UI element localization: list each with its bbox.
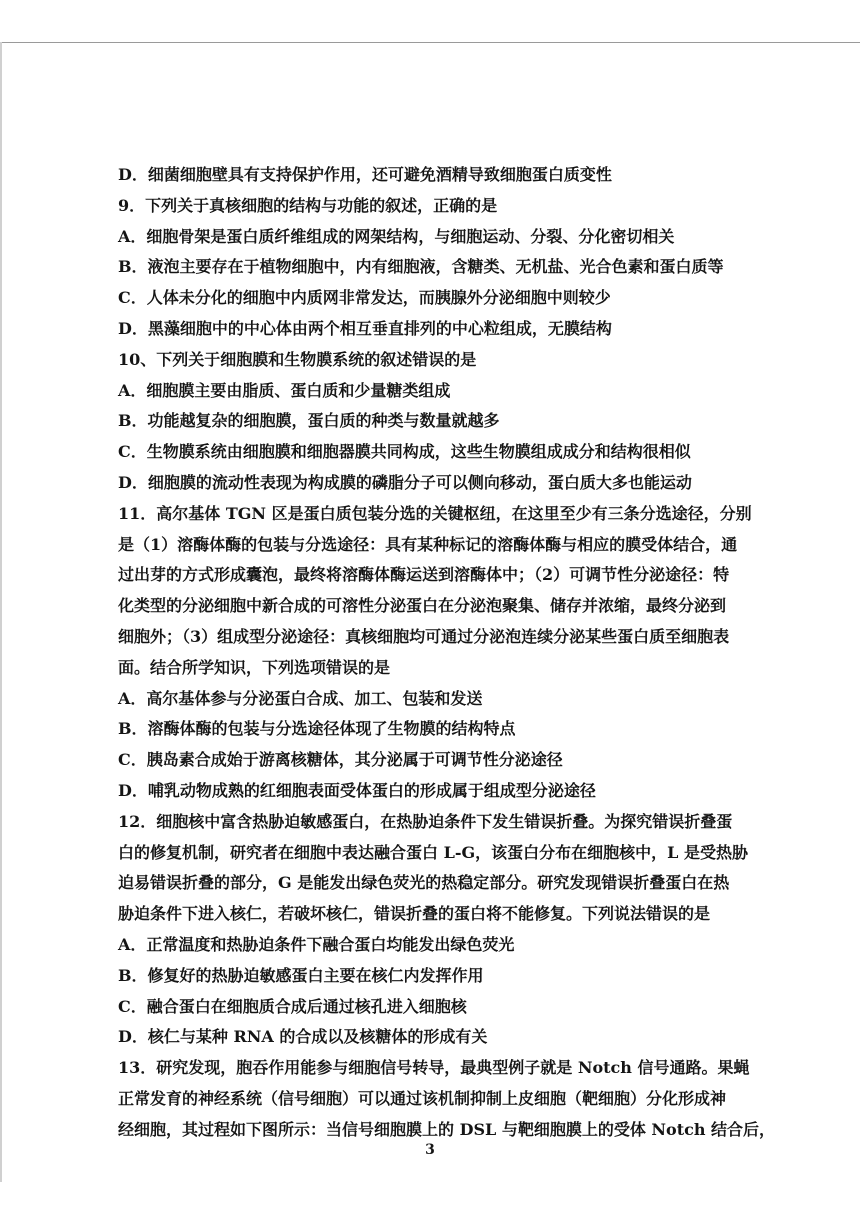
q10-option-c: C．生物膜系统由细胞膜和细胞器膜共同构成，这些生物膜组成成分和结构很相似 — [118, 442, 691, 462]
question-10-stem: 10、下列关于细胞膜和生物膜系统的叙述错误的是 — [118, 349, 477, 369]
q11-option-a: A．高尔基体参与分泌蛋白合成、加工、包装和发送 — [118, 688, 483, 708]
question-12-stem: 胁迫条件下进入核仁，若破坏核仁，错误折叠的蛋白将不能修复。下列说法错误的是 — [118, 904, 711, 924]
question-12-stem: 12．细胞核中富含热胁迫敏感蛋白，在热胁迫条件下发生错误折叠。为探究错误折叠蛋 — [118, 811, 733, 831]
question-11-stem: 是（1）溶酶体酶的包装与分选途径：具有某种标记的溶酶体酶与相应的膜受体结合，通 — [118, 534, 738, 554]
q12-option-d: D．核仁与某种 RNA 的合成以及核糖体的形成有关 — [118, 1027, 488, 1047]
question-13-stem: 13．研究发现，胞吞作用能参与细胞信号转导，最典型例子就是 Notch 信号通路。果蝇 — [118, 1058, 750, 1078]
question-13-stem: 经细胞，其过程如下图所示：当信号细胞膜上的 DSL 与靶细胞膜上的受体 Notch 结合后， — [118, 1119, 776, 1139]
question-13-stem: 正常发育的神经系统（信号细胞）可以通过该机制抑制上皮细胞（靶细胞）分化形成神 — [118, 1088, 727, 1108]
page-left-edge — [0, 42, 2, 1182]
q12-option-b: B．修复好的热胁迫敏感蛋白主要在核仁内发挥作用 — [118, 965, 484, 985]
page-number: 3 — [425, 1142, 435, 1158]
q9-option-d: D．黑藻细胞中的中心体由两个相互垂直排列的中心粒组成，无膜结构 — [118, 318, 612, 338]
question-11-stem: 面。结合所学知识，下列选项错误的是 — [118, 657, 391, 677]
q9-option-b: B．液泡主要存在于植物细胞中，内有细胞液，含糖类、无机盐、光合色素和蛋白质等 — [118, 257, 724, 277]
q11-option-b: B．溶酶体酶的包装与分选途径体现了生物膜的结构特点 — [118, 719, 516, 739]
q10-option-d: D．细胞膜的流动性表现为构成膜的磷脂分子可以侧向移动，蛋白质大多也能运动 — [118, 472, 692, 492]
question-12-stem: 白的修复机制，研究者在细胞中表达融合蛋白 L-G，该蛋白分布在细胞核中，L 是受热胁 — [118, 842, 748, 862]
question-11-stem: 细胞外；（3）组成型分泌途径：真核细胞均可通过分泌泡连续分泌某些蛋白质至细胞表 — [118, 626, 730, 646]
q9-option-c: C．人体未分化的细胞中内质网非常发达，而胰腺外分泌细胞中则较少 — [118, 288, 611, 308]
question-11-stem: 过出芽的方式形成囊泡，最终将溶酶体酶运送到溶酶体中；（2）可调节性分泌途径：特 — [118, 565, 730, 585]
page-top-border — [0, 42, 860, 43]
q12-option-c: C．融合蛋白在细胞质合成后通过核孔进入细胞核 — [118, 996, 467, 1016]
question-11-stem: 11．高尔基体 TGN 区是蛋白质包装分选的关键枢纽，在这里至少有三条分选途径，分别 — [118, 503, 752, 523]
q11-option-d: D．哺乳动物成熟的红细胞表面受体蛋白的形成属于组成型分泌途径 — [118, 780, 596, 800]
q12-option-a: A．正常温度和热胁迫条件下融合蛋白均能发出绿色荧光 — [118, 934, 515, 954]
question-11-stem: 化类型的分泌细胞中新合成的可溶性分泌蛋白在分泌泡聚集、储存并浓缩，最终分泌到 — [118, 596, 727, 616]
q9-option-a: A．细胞骨架是蛋白质纤维组成的网架结构，与细胞运动、分裂、分化密切相关 — [118, 226, 675, 246]
q10-option-a: A．细胞膜主要由脂质、蛋白质和少量糖类组成 — [118, 380, 451, 400]
text-line: D．细菌细胞壁具有支持保护作用，还可避免酒精导致细胞蛋白质变性 — [118, 165, 612, 184]
question-12-stem: 迫易错误折叠的部分，G 是能发出绿色荧光的热稳定部分。研究发现错误折叠蛋白在热 — [118, 873, 730, 893]
q10-option-b: B．功能越复杂的细胞膜，蛋白质的种类与数量就越多 — [118, 411, 500, 431]
question-9-stem: 9．下列关于真核细胞的结构与功能的叙述，正确的是 — [118, 195, 498, 215]
document-body — [118, 160, 794, 1146]
q11-option-c: C．胰岛素合成始于游离核糖体，其分泌属于可调节性分泌途径 — [118, 750, 563, 770]
